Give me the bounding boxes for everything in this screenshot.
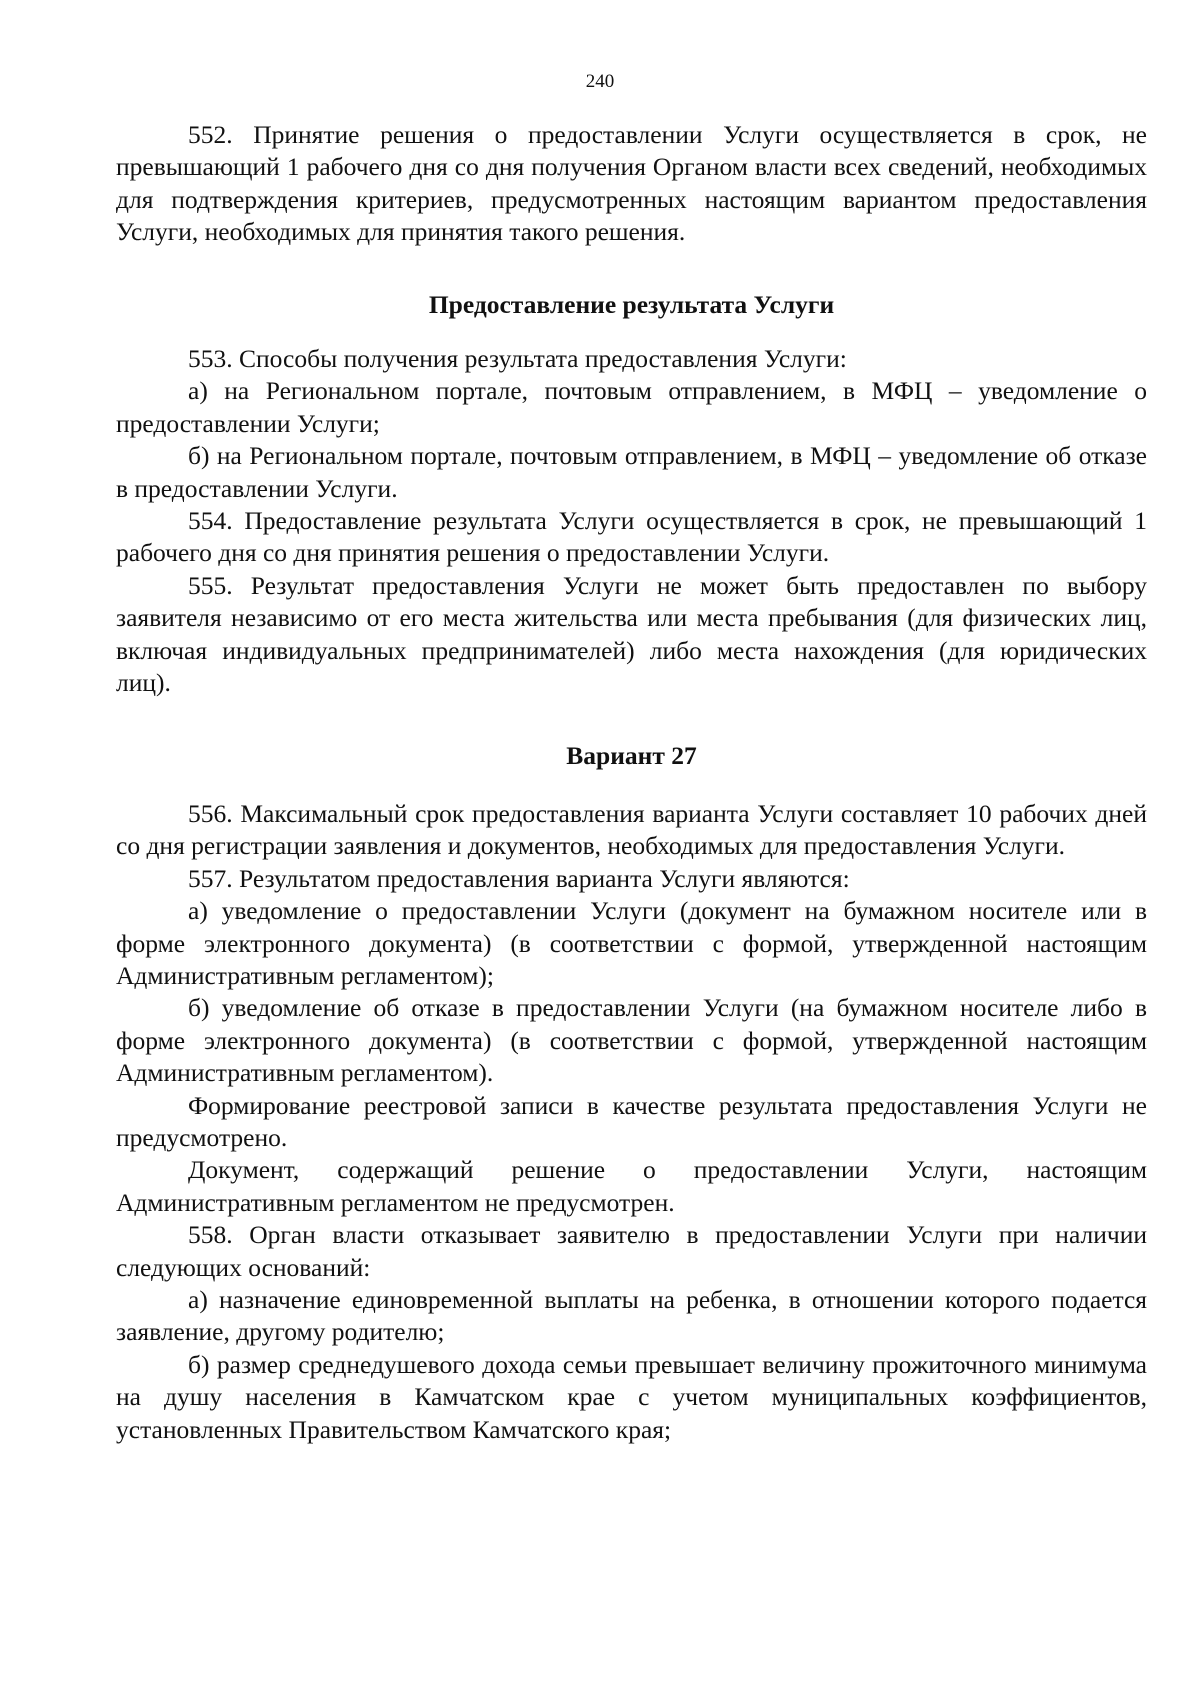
heading-variant: Вариант 27 [566, 740, 697, 770]
paragraph-registry: Формирование реестровой записи в качестве результата предоставления Услуги не предусмотрено. [116, 1090, 1147, 1152]
paragraph-553: 553. Способы получения результата предоставления Услуги: [188, 344, 847, 374]
paragraph-557-a: а) уведомление о предоставлении Услуги (документ на бумажном носителе или в форме электронного документа) (в соответствии с формой, утвержденной настоящим Административным регламентом); [116, 896, 1147, 990]
page-number: 240 [585, 71, 615, 92]
paragraph-558-a: а) назначение единовременной выплаты на ребенка, в отношении которого подается заявление, другому родителю; [116, 1285, 1147, 1347]
paragraph-552: 552. Принятие решения о предоставлении Услуги осуществляется в срок, не превышающий 1 рабочего дня со дня получения Органом власти всех сведений, необходимых для подтверждения критериев, предусмотренных настоящим вариантом предоставления Услуги, необходимых для принятия такого решения. [116, 120, 1147, 247]
paragraph-557-b: б) уведомление об отказе в предоставлении Услуги (на бумажном носителе либо в форме электронного документа) (в соответствии с формой, утвержденной настоящим Административным регламентом). [116, 993, 1147, 1088]
paragraph-557: 557. Результатом предоставления варианта Услуги являются: [188, 863, 850, 893]
paragraph-555: 555. Результат предоставления Услуги не может быть предоставлен по выбору заявителя независимо от его места жительства или места пребывания (для физических лиц, включая индивидуальных предпринимателей) либо места нахождения (для юридических лиц). [116, 570, 1147, 698]
paragraph-558: 558. Орган власти отказывает заявителю в предоставлении Услуги при наличии следующих оснований: [116, 1220, 1147, 1282]
paragraph-556: 556. Максимальный срок предоставления варианта Услуги составляет 10 рабочих дней со дня регистрации заявления и документов, необходимых для предоставления Услуги. [116, 798, 1147, 861]
paragraph-558-b: б) размер среднедушевого дохода семьи превышает величину прожиточного минимума на душу населения в Камчатском крае с учетом муниципальных коэффициентов, установленных Правительством Камчатского края; [116, 1349, 1147, 1444]
heading-result: Предоставление результата Услуги [428, 289, 835, 319]
paragraph-document: Документ, содержащий решение о предоставлении Услуги, настоящим Административным регламентом не предусмотрен. [116, 1155, 1147, 1217]
paragraph-553-b: б) на Региональном портале, почтовым отправлением, в МФЦ – уведомление об отказе в предоставлении Услуги. [116, 441, 1147, 503]
document-body [116, 119, 1147, 1446]
paragraph-553-a: а) на Региональном портале, почтовым отправлением, в МФЦ – уведомление о предоставлении Услуги; [116, 376, 1147, 438]
paragraph-554: 554. Предоставление результата Услуги осуществляется в срок, не превышающий 1 рабочего дня со дня принятия решения о предоставлении Услуги. [116, 506, 1147, 568]
